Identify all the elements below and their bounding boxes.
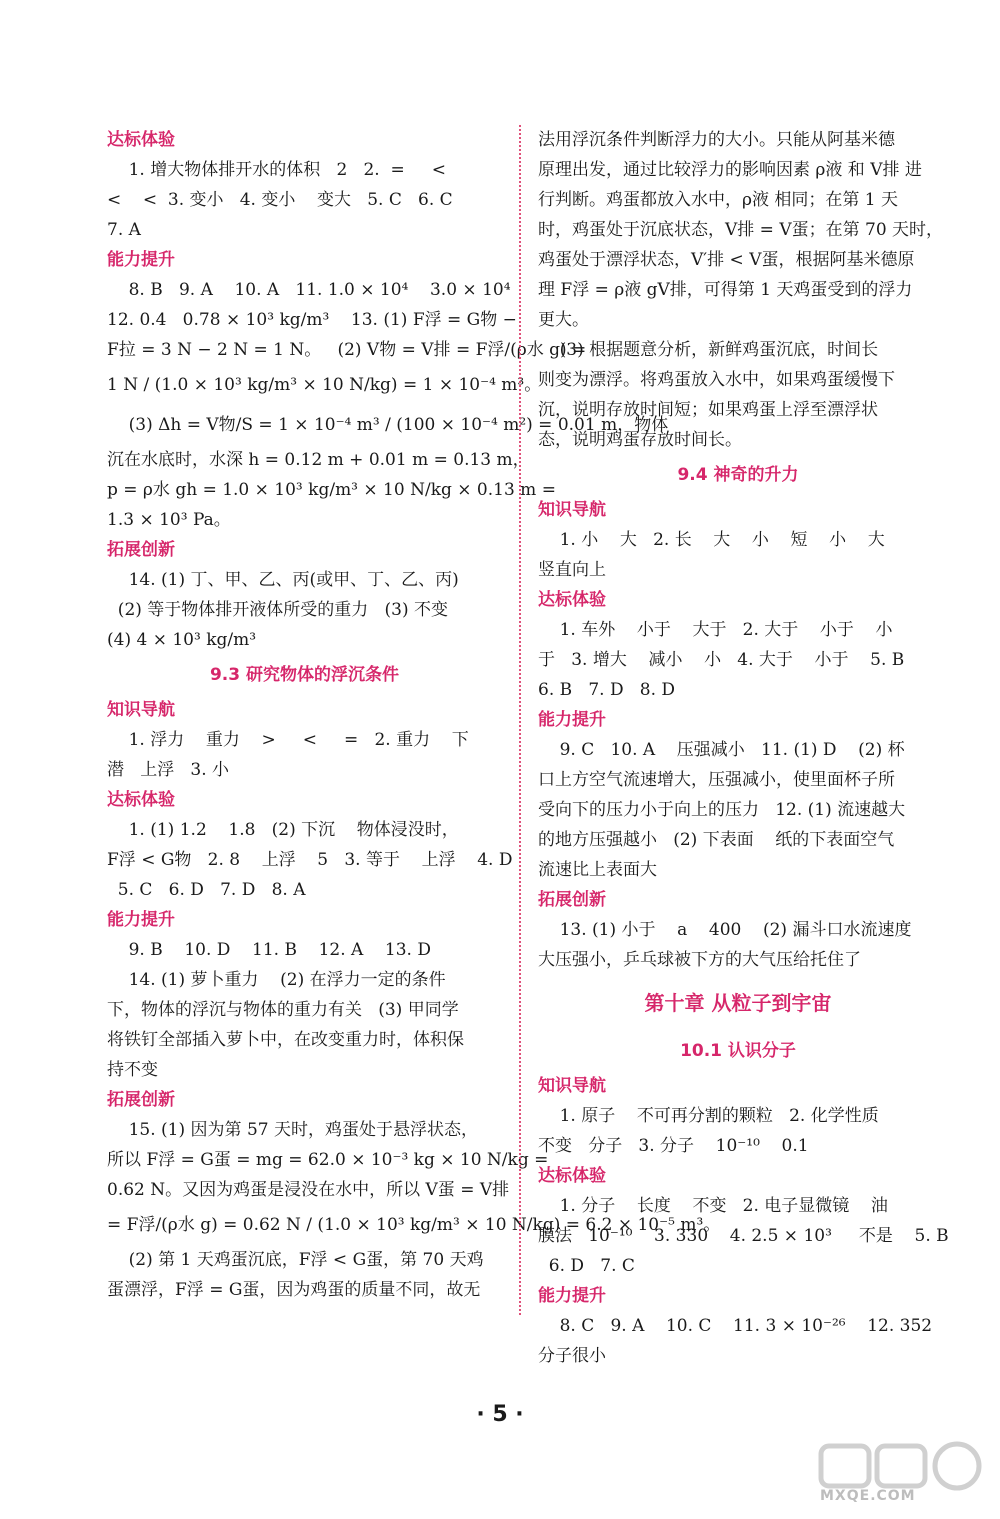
text-line: 蛋漂浮，F浮 = G蛋，因为鸡蛋的质量不同，故无 [107, 1280, 481, 1300]
text-line: 所以 F浮 = G蛋 = mg = 62.0 × 10⁻³ kg × 10 N/kg = [107, 1150, 549, 1170]
text-line: 14. (1) 萝卜重力 (2) 在浮力一定的条件 [107, 970, 446, 990]
text-line: F拉 = 3 N − 2 N = 1 N。 (2) V物 = V排 = F浮/(ρ水 g) = [107, 340, 587, 360]
text-line: 0.62 N。又因为鸡蛋是浸没在水中，所以 V蛋 = V排 [107, 1180, 510, 1200]
subsection-heading: 拓展创新 [107, 1090, 175, 1110]
text-line: 潜 上浮 3. 小 [107, 760, 230, 780]
text-line: 1. 小 大 2. 长 大 小 短 小 大 [538, 530, 885, 550]
text-line: 1.3 × 10³ Pa。 [107, 510, 231, 530]
text-line: 9. C 10. A 压强减小 11. (1) D (2) 杯 [538, 740, 905, 760]
text-line: 6. B 7. D 8. D [538, 680, 676, 700]
text-line: 6. D 7. C [538, 1256, 635, 1276]
text-line: 更大。 [538, 310, 589, 330]
right-column [538, 125, 949, 1371]
column-divider [519, 125, 521, 1315]
text-line: 法用浮沉条件判断浮力的大小。只能从阿基米德 [538, 130, 895, 150]
text-line: 8. B 9. A 10. A 11. 1.0 × 10⁴ 3.0 × 10⁴ [107, 280, 511, 300]
page-number: · 5 · [476, 1402, 524, 1427]
text-line: 1. 浮力 重力 > < = 2. 重力 下 [107, 730, 469, 750]
subsection-heading: 拓展创新 [538, 890, 606, 910]
text-line: 态，说明鸡蛋存放时间长。 [538, 430, 742, 450]
text-line: 1. 原子 不可再分割的颗粒 2. 化学性质 [538, 1106, 879, 1126]
text-line: (3) 根据题意分析，新鲜鸡蛋沉底，时间长 [538, 340, 879, 360]
subsection-heading: 知识导航 [538, 500, 606, 520]
text-line: (4) 4 × 10³ kg/m³ [107, 630, 257, 650]
text-line: 1. 车外 小于 大于 2. 大于 小于 小 [538, 620, 893, 640]
subsection-heading: 知识导航 [107, 700, 175, 720]
text-line: < < 3. 变小 4. 变小 变大 5. C 6. C [107, 190, 453, 210]
subsection-heading: 达标体验 [538, 1166, 606, 1186]
text-line: 14. (1) 丁、甲、乙、丙(或甲、丁、乙、丙) [107, 570, 459, 590]
text-line: 不变 分子 3. 分子 10⁻¹⁰ 0.1 [538, 1136, 809, 1156]
formula-line: (3) Δh = V物/S = 1 × 10⁻⁴ m³ / (100 × 10⁻⁴ m²) = 0.01 m，物体 [107, 415, 669, 435]
subsection-heading: 达标体验 [538, 590, 606, 610]
text-line: p = ρ水 gh = 1.0 × 10³ kg/m³ × 10 N/kg × 0.13 m = [107, 480, 556, 500]
subsection-heading: 知识导航 [538, 1076, 606, 1096]
text-line: 15. (1) 因为第 57 天时，鸡蛋处于悬浮状态， [107, 1120, 478, 1140]
text-line: 行判断。鸡蛋都放入水中，ρ液 相同；在第 1 天 [538, 190, 899, 210]
text-line: 9. B 10. D 11. B 12. A 13. D [107, 940, 431, 960]
subsection-heading: 达标体验 [107, 130, 175, 150]
chapter-title: 第十章 从粒子到宇宙 [644, 991, 832, 1015]
text-line: 12. 0.4 0.78 × 10³ kg/m³ 13. (1) F浮 = G物 − [107, 310, 517, 330]
text-line: 的地方压强越小 (2) 下表面 纸的下表面空气 [538, 830, 895, 850]
watermark-text: MXQE.COM [820, 1488, 916, 1504]
section-title: 9.3 研究物体的浮沉条件 [209, 665, 400, 685]
text-line: 分子很小 [538, 1346, 606, 1366]
text-line: 时，鸡蛋处于沉底状态，V排 = V蛋；在第 70 天时， [538, 220, 944, 240]
formula-line: 1 N / (1.0 × 10³ kg/m³ × 10 N/kg) = 1 × 10⁻⁴ m³。 [107, 375, 542, 395]
formula-line: = F浮/(ρ水 g) = 0.62 N / (1.0 × 10³ kg/m³ × 10 N/kg) = 6.2 × 10⁻⁵ m³。 [107, 1215, 721, 1235]
text-line: 5. C 6. D 7. D 8. A [107, 880, 306, 900]
text-line: 持不变 [107, 1060, 158, 1080]
text-line: 大压强小，乒乓球被下方的大气压给托住了 [538, 950, 861, 970]
subsection-heading: 能力提升 [107, 910, 175, 930]
subsection-heading: 能力提升 [107, 250, 175, 270]
text-line: 沉，说明存放时间短；如果鸡蛋上浮至漂浮状 [538, 400, 878, 420]
subsection-heading: 拓展创新 [107, 540, 175, 560]
text-line: 受向下的压力小于向上的压力 12. (1) 流速越大 [538, 800, 906, 820]
subsection-heading: 能力提升 [538, 1286, 606, 1306]
section-title: 9.4 神奇的升力 [677, 465, 799, 485]
text-line: 下，物体的浮沉与物体的重力有关 (3) 甲同学 [107, 1000, 459, 1020]
text-line: 原理出发，通过比较浮力的影响因素 ρ液 和 V排 进 [538, 160, 922, 180]
text-line: 1. (1) 1.2 1.8 (2) 下沉 物体浸没时， [107, 820, 459, 840]
subsection-heading: 能力提升 [538, 710, 606, 730]
text-line: 竖直向上 [538, 560, 606, 580]
text-line: 将铁钉全部插入萝卜中，在改变重力时，体积保 [107, 1030, 464, 1050]
subsection-heading: 达标体验 [107, 790, 175, 810]
section-title: 10.1 认识分子 [680, 1041, 796, 1061]
text-line: (2) 等于物体排开液体所受的重力 (3) 不变 [107, 600, 448, 620]
text-line: 理 F浮 = ρ液 gV排，可得第 1 天鸡蛋受到的浮力 [538, 280, 913, 300]
text-line: 流速比上表面大 [538, 860, 657, 880]
text-line: 口上方空气流速增大，压强减小，使里面杯子所 [538, 770, 895, 790]
text-line: 1. 增大物体排开水的体积 2 2. = < [107, 160, 447, 180]
text-line: 7. A [107, 220, 141, 240]
text-line: 膜法 10⁻¹⁰ 3. 330 4. 2.5 × 10³ 不是 5. B [538, 1226, 949, 1246]
text-line: 1. 分子 长度 不变 2. 电子显微镜 油 [538, 1196, 888, 1216]
text-line: F浮 < G物 2. 8 上浮 5 3. 等于 上浮 4. D [107, 850, 513, 870]
text-line: 13. (1) 小于 a 400 (2) 漏斗口水流速度 [538, 920, 912, 940]
text-line: 鸡蛋处于漂浮状态，V′排 < V蛋，根据阿基米德原 [538, 250, 915, 270]
text-line: 沉在水底时，水深 h = 0.12 m + 0.01 m = 0.13 m， [107, 450, 530, 470]
text-line: 于 3. 增大 减小 小 4. 大于 小于 5. B [538, 650, 905, 670]
text-line: 8. C 9. A 10. C 11. 3 × 10⁻²⁶ 12. 352 [538, 1316, 933, 1336]
text-line: (2) 第 1 天鸡蛋沉底，F浮 < G蛋，第 70 天鸡 [107, 1250, 484, 1270]
text-line: 则变为漂浮。将鸡蛋放入水中，如果鸡蛋缓慢下 [538, 370, 895, 390]
